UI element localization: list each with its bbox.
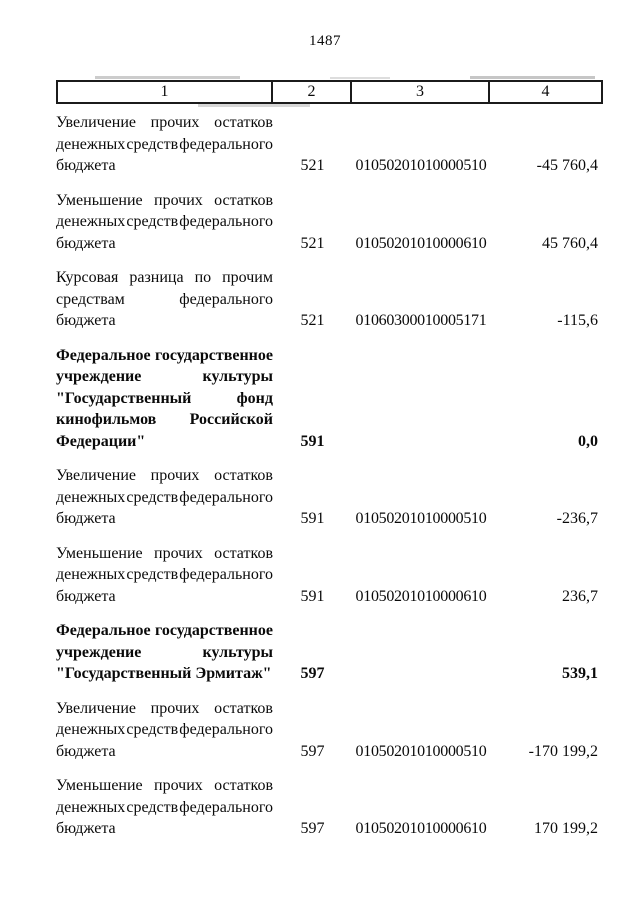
table-header-row xyxy=(56,80,603,104)
row-name xyxy=(56,775,273,840)
row-name-line: денежных средств федерального xyxy=(56,721,273,738)
row-name-line: Уменьшение прочих остатков xyxy=(56,777,273,794)
row-classification-code: 01060300010005171 xyxy=(355,312,487,329)
table-row xyxy=(56,112,603,177)
row-name-line: кинофильмов Российской xyxy=(56,411,273,428)
table-body xyxy=(56,112,603,840)
header-cell-2: 2 xyxy=(271,80,352,104)
row-value: -170 199,2 xyxy=(528,742,598,760)
row-name-line: Уменьшение прочих остатков xyxy=(56,544,273,562)
table-row xyxy=(56,698,603,763)
row-classification-code: 01050201010000610 xyxy=(355,234,487,252)
row-name-line: Федеральное государственное xyxy=(56,622,273,639)
header-cell-1: 1 xyxy=(56,80,273,104)
row-name-line: бюджета xyxy=(56,312,116,329)
budget-table xyxy=(56,80,603,853)
row-name-line: бюджета xyxy=(56,234,116,252)
row-name-line: бюджета xyxy=(56,587,116,605)
row-classification-code: 01050201010000510 xyxy=(355,742,487,760)
row-value: 170 199,2 xyxy=(534,820,598,837)
row-name-line: бюджета xyxy=(56,820,116,837)
scan-smudge xyxy=(95,76,240,79)
row-name xyxy=(56,345,273,453)
row-classification-code: 01050201010000610 xyxy=(355,587,487,605)
row-name xyxy=(56,190,273,255)
table-row xyxy=(56,345,603,453)
row-value: 0,0 xyxy=(578,432,598,450)
row-name-line: Увеличение прочих остатков xyxy=(56,114,273,131)
row-name-line: денежных средств федерального xyxy=(56,798,273,816)
scan-smudge xyxy=(330,77,390,79)
row-name-line: средствам федерального xyxy=(56,290,273,308)
row-name-line: денежных средств федерального xyxy=(56,135,273,153)
row-classification-code: 01050201010000510 xyxy=(355,157,487,174)
row-name-line: бюджета xyxy=(56,742,116,760)
row-name-line: денежных средств федерального xyxy=(56,213,273,230)
row-name-line: Федерации" xyxy=(56,432,146,450)
row-name-line: Федеральное государственное xyxy=(56,346,273,364)
row-name-line: Увеличение прочих остатков xyxy=(56,699,273,717)
header-cell-3: 3 xyxy=(350,80,490,104)
row-value: 45 760,4 xyxy=(542,234,598,252)
table-row xyxy=(56,465,603,530)
row-chapter-code: 591 xyxy=(300,587,325,605)
row-name xyxy=(56,267,273,332)
row-value: -115,6 xyxy=(557,312,598,329)
row-name xyxy=(56,465,273,530)
table-row xyxy=(56,543,603,608)
table-row xyxy=(56,267,603,332)
row-value: 539,1 xyxy=(562,665,598,682)
row-classification-code: 01050201010000610 xyxy=(355,820,487,837)
row-chapter-code: 521 xyxy=(300,157,325,174)
row-value: -45 760,4 xyxy=(536,157,598,174)
scan-smudge xyxy=(470,76,595,79)
row-value: -236,7 xyxy=(556,510,598,527)
row-name-line: "Государственный Эрмитаж" xyxy=(56,665,272,682)
row-name-line: учреждение культуры xyxy=(56,643,273,661)
row-name-line: "Государственный фонд xyxy=(56,389,273,407)
header-cell-4: 4 xyxy=(488,80,603,104)
row-name-line: Увеличение прочих остатков xyxy=(56,467,273,484)
row-name xyxy=(56,698,273,763)
row-name-line: бюджета xyxy=(56,510,116,527)
row-name-line: денежных средств федерального xyxy=(56,488,273,506)
row-chapter-code: 597 xyxy=(300,665,325,682)
row-classification-code: 01050201010000510 xyxy=(355,510,487,527)
row-name-line: Курсовая разница по прочим xyxy=(56,269,273,286)
row-value: 236,7 xyxy=(562,587,598,605)
table-row xyxy=(56,190,603,255)
row-name-line: денежных средств федерального xyxy=(56,566,273,583)
row-name-line: учреждение культуры xyxy=(56,368,273,385)
row-chapter-code: 591 xyxy=(300,510,325,527)
table-row xyxy=(56,775,603,840)
row-name xyxy=(56,543,273,608)
page-number: 1487 xyxy=(309,33,341,49)
row-chapter-code: 597 xyxy=(300,820,325,837)
row-chapter-code: 521 xyxy=(300,312,325,329)
row-chapter-code: 597 xyxy=(300,742,325,760)
row-name-line: бюджета xyxy=(56,157,116,174)
row-chapter-code: 521 xyxy=(300,234,325,252)
row-name xyxy=(56,112,273,177)
row-name xyxy=(56,620,273,685)
row-chapter-code: 591 xyxy=(300,432,325,450)
table-row xyxy=(56,620,603,685)
row-name-line: Уменьшение прочих остатков xyxy=(56,191,273,209)
